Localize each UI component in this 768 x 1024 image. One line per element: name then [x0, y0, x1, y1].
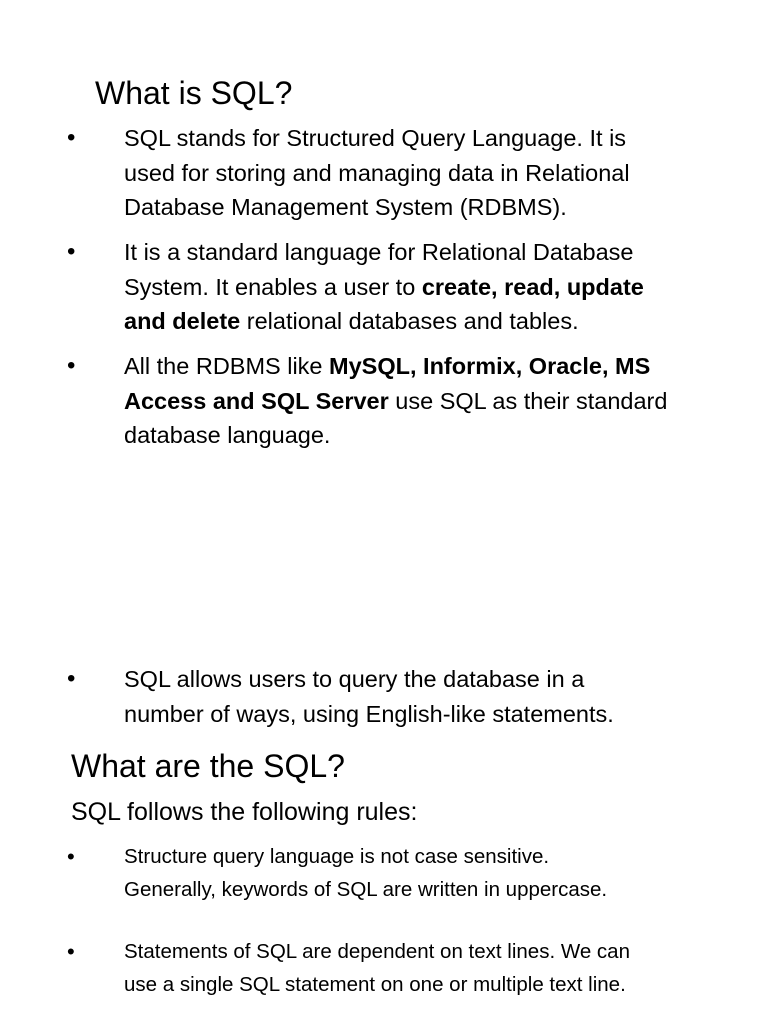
bullet-text — [124, 121, 724, 225]
text-line — [124, 190, 724, 225]
text-line — [124, 697, 724, 732]
bullet-icon: • — [67, 939, 75, 964]
text-line — [124, 349, 724, 384]
text-line — [124, 156, 724, 191]
bullet-icon: • — [67, 665, 76, 692]
text-run: relational databases and tables. — [240, 308, 579, 334]
bullet-text — [124, 840, 724, 906]
text-line — [124, 873, 724, 906]
text-run: Statements of SQL are dependent on text lines. We can — [124, 940, 630, 963]
text-run: All the RDBMS like — [124, 353, 330, 379]
bullet-text — [124, 349, 724, 453]
text-line — [124, 840, 724, 873]
text-line — [124, 968, 724, 1001]
text-run: SQL stands for Structured Query Language. It is — [124, 125, 627, 151]
bullet-icon: • — [67, 352, 76, 379]
text-run: used for storing and managing data in Relational — [124, 159, 630, 186]
text-run: Generally, keywords of SQL are written in uppercase. — [124, 878, 608, 901]
bold-text: create, read, update — [421, 273, 644, 300]
bold-text: MySQL, Informix, Oracle, MS — [329, 353, 651, 379]
text-run: Structure query language is not case sensitive. — [124, 845, 550, 868]
text-run: use a single SQL statement on one or multiple text line. — [124, 973, 626, 996]
page-title: What is SQL? — [95, 75, 293, 111]
text-line — [124, 270, 724, 305]
text-run: use SQL as their standard — [388, 387, 668, 414]
bullet-text — [124, 662, 724, 731]
bullet-text — [124, 935, 724, 1001]
text-line — [124, 121, 724, 156]
text-run: number of ways, using English-like statements. — [124, 700, 614, 727]
bold-text: Access and SQL Server — [124, 387, 389, 414]
text-run: database language. — [124, 422, 331, 448]
text-run: System. It enables a user to — [124, 273, 422, 300]
text-line — [124, 935, 724, 968]
text-run: It is a standard language for Relational Database — [124, 239, 634, 265]
text-line — [124, 662, 724, 697]
text-line — [124, 304, 724, 339]
bold-text: and delete — [124, 308, 241, 334]
bullet-text — [124, 235, 724, 339]
text-run: SQL allows users to query the database in a — [124, 666, 585, 692]
text-run: Database Management System (RDBMS). — [124, 194, 567, 220]
section-intro: SQL follows the following rules: — [71, 798, 418, 826]
text-line — [124, 418, 724, 453]
bullet-icon: • — [67, 124, 76, 151]
text-line — [124, 384, 724, 419]
bullet-icon: • — [67, 844, 75, 869]
section-heading: What are the SQL? — [71, 748, 345, 784]
bullet-icon: • — [67, 238, 76, 265]
text-line — [124, 235, 724, 270]
